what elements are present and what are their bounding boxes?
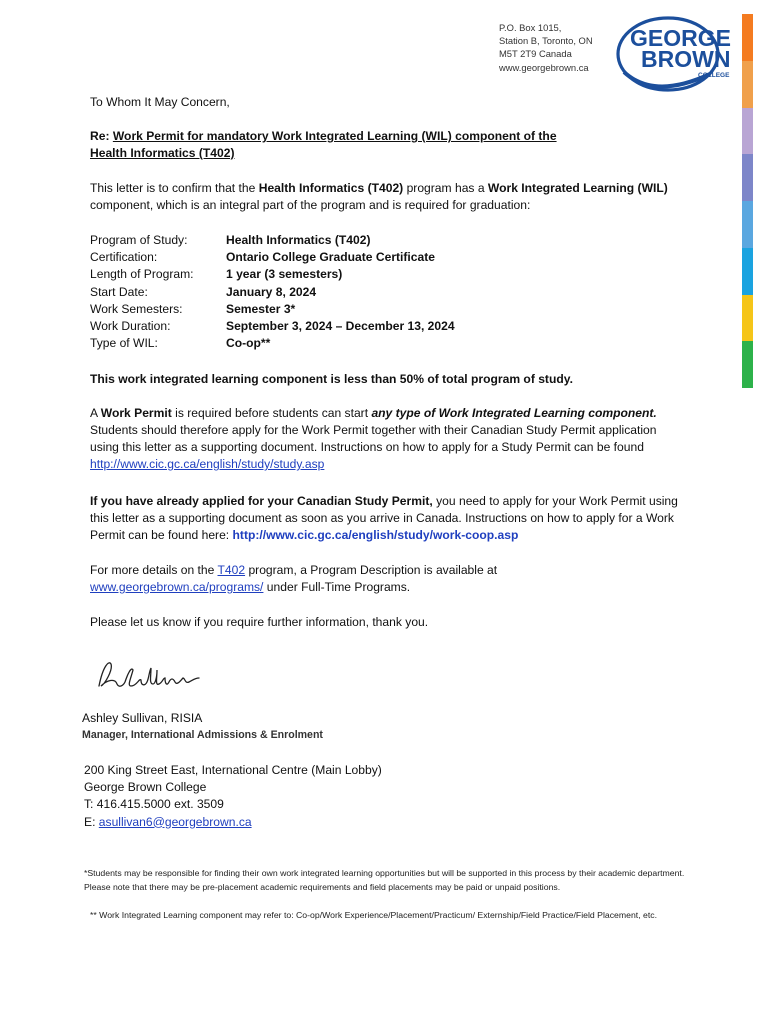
detail-value: Co-op** [226, 336, 271, 351]
wp-text: Students should therefore apply for the Work Permit together with their Canadian Study Permit application using this letter as a supporting document. Instructions on how to apply for a Study Permit can be found [90, 423, 657, 454]
detail-value: Health Informatics (T402) [226, 233, 371, 247]
george-brown-logo [614, 14, 734, 98]
detail-label: Program of Study: [90, 233, 188, 247]
detail-row [90, 301, 455, 318]
footnote-2: ** Work Integrated Learning component may refer to: Co-op/Work Experience/Placement/Practicum/ Externship/Field Practice/Field Placement, etc. [90, 910, 658, 920]
signer-name: Ashley Sullivan, RISIA [82, 711, 203, 725]
intro-wil: Work Integrated Learning (WIL) [487, 181, 668, 195]
stripe [742, 295, 753, 342]
detail-row [90, 249, 455, 266]
detail-label: Work Duration: [90, 319, 171, 334]
t402-link[interactable]: T402 [217, 563, 246, 577]
wp-text: A [90, 406, 101, 420]
detail-row [90, 335, 455, 352]
detail-label: Type of WIL: [90, 336, 158, 351]
work-permit-link[interactable]: http://www.cic.gc.ca/english/study/work-coop.asp [232, 528, 519, 542]
intro-text: This letter is to confirm that the [90, 181, 259, 195]
study-permit-link[interactable]: http://www.cic.gc.ca/english/study/study.asp [90, 457, 325, 471]
brand-color-stripes [742, 14, 753, 388]
address-line: www.georgebrown.ca [499, 61, 589, 73]
program-details [90, 232, 455, 352]
details-text: For more details on the [90, 563, 218, 577]
wil-percentage-statement: This work integrated learning component is less than 50% of total program of study. [90, 372, 573, 386]
stripe [742, 108, 753, 155]
re-text-line1: Work Permit for mandatory Work Integrated Learning (WIL) component of the [112, 129, 557, 143]
intro-text: program has a [403, 181, 488, 195]
wp-work-permit: Work Permit [100, 406, 172, 420]
stripe [742, 61, 753, 108]
detail-label: Start Date: [90, 284, 148, 299]
detail-label: Work Semesters: [90, 301, 183, 316]
address-line: M5T 2T9 Canada [499, 48, 572, 60]
contact-college: George Brown College [84, 780, 207, 795]
signer-block [82, 710, 323, 744]
details-text: program, a Program Description is available at [245, 563, 498, 577]
address-line: P.O. Box 1015, [499, 22, 562, 33]
detail-row [90, 318, 455, 335]
stripe [742, 201, 753, 248]
detail-label: Length of Program: [90, 267, 194, 282]
email-label: E: [84, 814, 99, 829]
detail-row [90, 266, 455, 283]
salutation: To Whom It May Concern, [90, 95, 230, 109]
wp-text: is required before students can start [171, 406, 372, 420]
college-address [499, 21, 593, 74]
intro-paragraph [90, 180, 670, 214]
already-applied-paragraph [90, 493, 680, 544]
wp-emphasis: any type of Work Integrated Learning component. [371, 406, 657, 420]
detail-label: Certification: [90, 250, 158, 265]
work-permit-paragraph [90, 405, 680, 473]
stripe [742, 341, 753, 388]
signer-title: Manager, International Admissions & Enrolment [82, 729, 323, 741]
stripe [742, 248, 753, 295]
re-text-line2: Health Informatics (T402) [90, 146, 235, 160]
program-details-paragraph [90, 562, 690, 596]
contact-address: 200 King Street East, International Centre (Main Lobby) [84, 763, 382, 777]
re-label: Re: [90, 129, 113, 143]
already-text: you need to apply for your Work Permit using this letter as a supporting document as soon as you arrive in Canada. Instructions on how to apply for a Work Permit can be found here: [90, 494, 678, 542]
contact-phone: T: 416.415.5000 ext. 3509 [84, 797, 224, 812]
address-line: Station B, Toronto, ON [499, 35, 593, 47]
logo-word-george: GEORGE [630, 25, 731, 51]
intro-program: Health Informatics (T402) [258, 181, 404, 195]
subject-line [90, 128, 690, 162]
stripe [742, 14, 753, 61]
detail-value: 1 year (3 semesters) [226, 267, 343, 282]
closing-line: Please let us know if you require further information, thank you. [90, 615, 429, 629]
footnote-1: *Students may be responsible for finding their own work integrated learning opportunities but will be supported in this process by their academic department. Please note that there may be pre-placement academic requirements and field placements may be paid or unpaid positions. [84, 868, 685, 892]
detail-row [90, 284, 455, 301]
detail-row [90, 232, 455, 249]
detail-value: September 3, 2024 – December 13, 2024 [226, 319, 455, 334]
contact-email-row [84, 814, 382, 831]
intro-text: component, which is an integral part of the program and is required for graduation: [90, 198, 531, 212]
programs-link[interactable]: www.georgebrown.ca/programs/ [90, 580, 264, 594]
detail-value: January 8, 2024 [226, 284, 317, 299]
contact-block [84, 762, 382, 831]
logo-word-brown: BROWN [641, 46, 731, 72]
contact-email-link[interactable]: asullivan6@georgebrown.ca [98, 814, 252, 829]
logo-word-college: COLLEGE [698, 72, 730, 79]
details-text: under Full-Time Programs. [263, 580, 411, 594]
already-emphasis: If you have already applied for your Canadian Study Permit, [90, 494, 433, 508]
stripe [742, 154, 753, 201]
handwritten-signature [95, 656, 205, 696]
detail-value: Ontario College Graduate Certificate [226, 250, 436, 265]
detail-value: Semester 3* [226, 301, 296, 316]
